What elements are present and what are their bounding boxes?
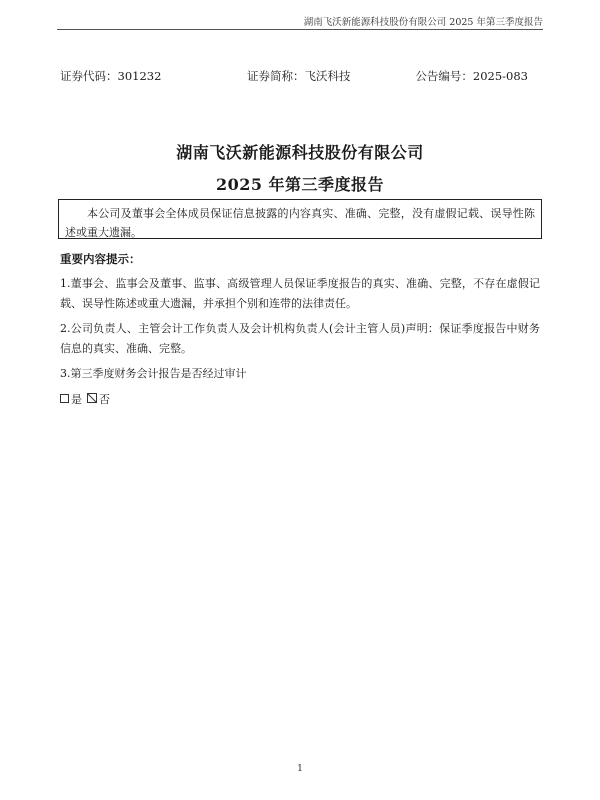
important-tips-heading: 重要内容提示： — [60, 252, 141, 266]
audit-choice-row — [60, 390, 110, 410]
report-title: 2025 年第三季度报告 — [215, 175, 385, 194]
company-title: 湖南飞沃新能源科技股份有限公司 — [176, 143, 424, 162]
securities-code: 证券代码：301232 — [60, 69, 162, 83]
declaration-box: 本公司及董事会全体成员保证信息披露的内容真实、准确、完整，没有虚假记载、误导性陈述或重大遗漏。 — [58, 199, 542, 239]
tip-item-1: 1.董事会、监事会及董事、监事、高级管理人员保证季度报告的真实、准确、完整，不存在虚假记载、误导性陈述或重大遗漏，并承担个别和连带的法律责任。 — [60, 277, 540, 310]
tip-item-3: 3.第三季度财务会计报告是否经过审计 — [60, 367, 247, 380]
header-divider — [57, 29, 543, 30]
audit-yes-label: 是 — [71, 393, 82, 406]
securities-info-row — [60, 68, 528, 84]
running-header: 湖南飞沃新能源科技股份有限公司 2025 年第三季度报告 — [303, 17, 543, 28]
tip-item-2: 2.公司负责人、主管会计工作负责人及会计机构负责人(会计主管人员)声明：保证季度报告中财务信息的真实、准确、完整。 — [60, 322, 540, 355]
page-number: 1 — [296, 763, 304, 774]
announcement-number: 公告编号：2025-083 — [415, 69, 528, 83]
securities-short-name: 证券简称：飞沃科技 — [247, 69, 351, 83]
audit-no-label: 否 — [99, 393, 110, 406]
unchecked-box-icon — [60, 394, 69, 403]
checked-box-icon — [87, 393, 97, 403]
